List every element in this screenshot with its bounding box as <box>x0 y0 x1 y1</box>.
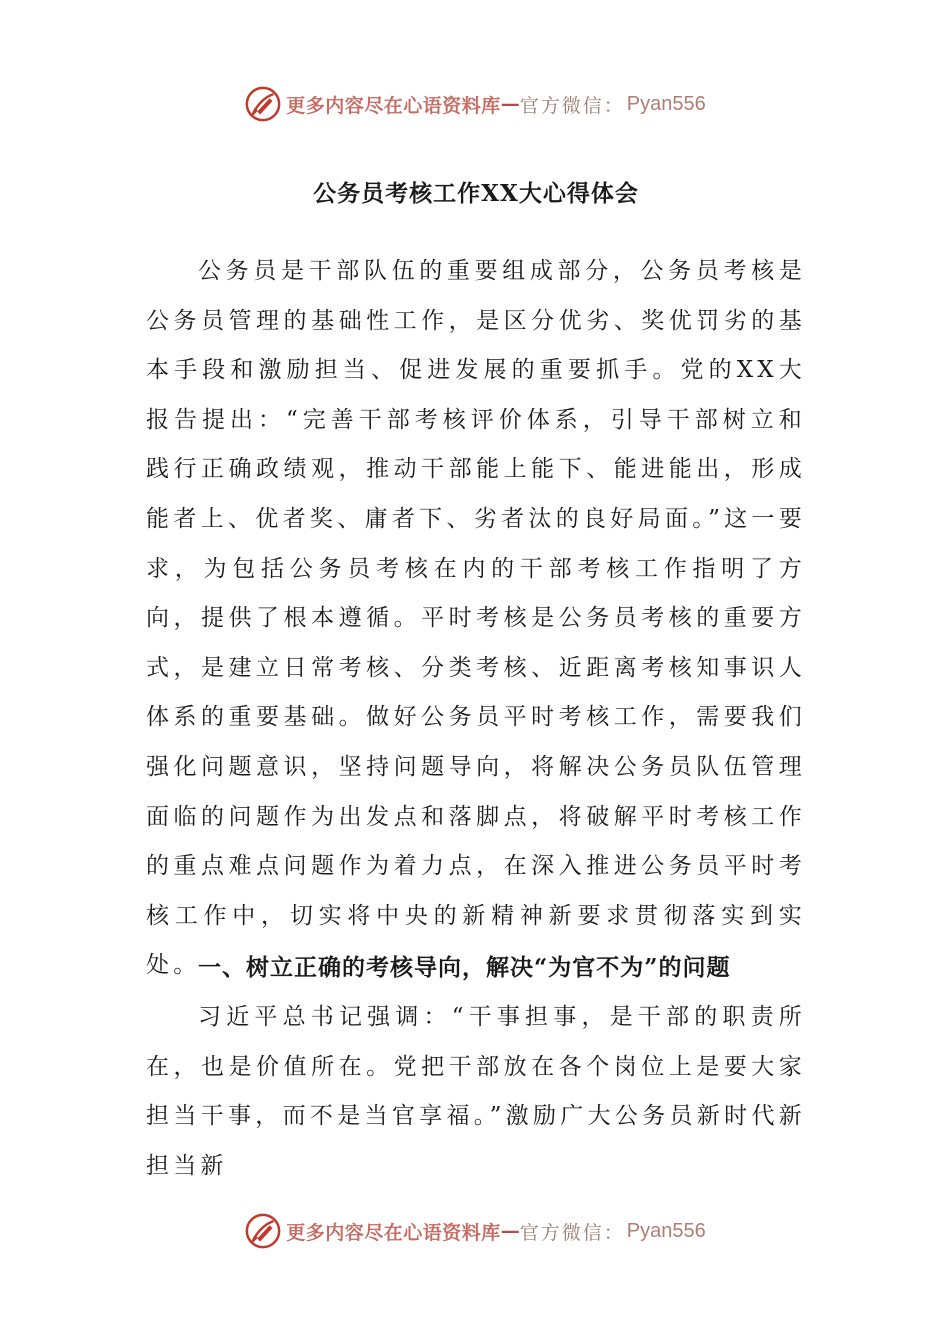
document-title: 公务员考核工作XX大心得体会 <box>313 180 639 207</box>
header-banner <box>0 84 950 124</box>
banner-slogan: 更多内容尽在心语资料库 <box>286 1221 501 1244</box>
banner-slogan: 更多内容尽在心语资料库 <box>286 94 501 117</box>
pen-nib-icon <box>244 85 282 123</box>
banner-wechat-label: 官方微信： <box>519 94 625 117</box>
section-heading-1: 一、树立正确的考核导向，解决“为官不为”的问题 <box>198 954 731 981</box>
pen-nib-icon <box>244 1212 282 1250</box>
banner-dash: — <box>500 1220 520 1242</box>
banner-dash: — <box>500 93 520 115</box>
banner-wechat-id: Pyan556 <box>626 92 706 115</box>
banner-wechat-label: 官方微信： <box>519 1221 625 1244</box>
banner-wechat-id: Pyan556 <box>626 1219 706 1242</box>
body-paragraph-2: 习近平总书记强调：“干事担事，是干部的职责所在，也是价值所在。党把干部放在各个岗位上是要大家担当干事，而不是当官享福。”激励广大公务员新时代新担当新 <box>146 1004 806 1179</box>
footer-banner <box>0 1211 950 1251</box>
body-paragraph-1: 公务员是干部队伍的重要组成部分，公务员考核是公务员管理的基础性工作，是区分优劣、奖优罚劣的基本手段和激励担当、促进发展的重要抓手。党的XX大报告提出：“完善干部考核评价体系，引导干部树立和践行正确政绩观，推动干部能上能下、能进能出，形成能者上、优者奖、庸者下、劣者汰的良好局面。”这一要求，为包括公务员考核在内的干部考核工作指明了方向，提供了根本遵循。平时考核是公务员考核的重要方式，是建立日常考核、分类考核、近距离考核知事识人体系的重要基础。做好公务员平时考核工作，需要我们强化问题意识，坚持问题导向，将解决公务员队伍管理面临的问题作为出发点和落脚点，将破解平时考核工作的重点难点问题作为着力点，在深入推进公务员平时考核工作中，切实将中央的新精神新要求贯彻落实到实处。 <box>146 258 806 979</box>
